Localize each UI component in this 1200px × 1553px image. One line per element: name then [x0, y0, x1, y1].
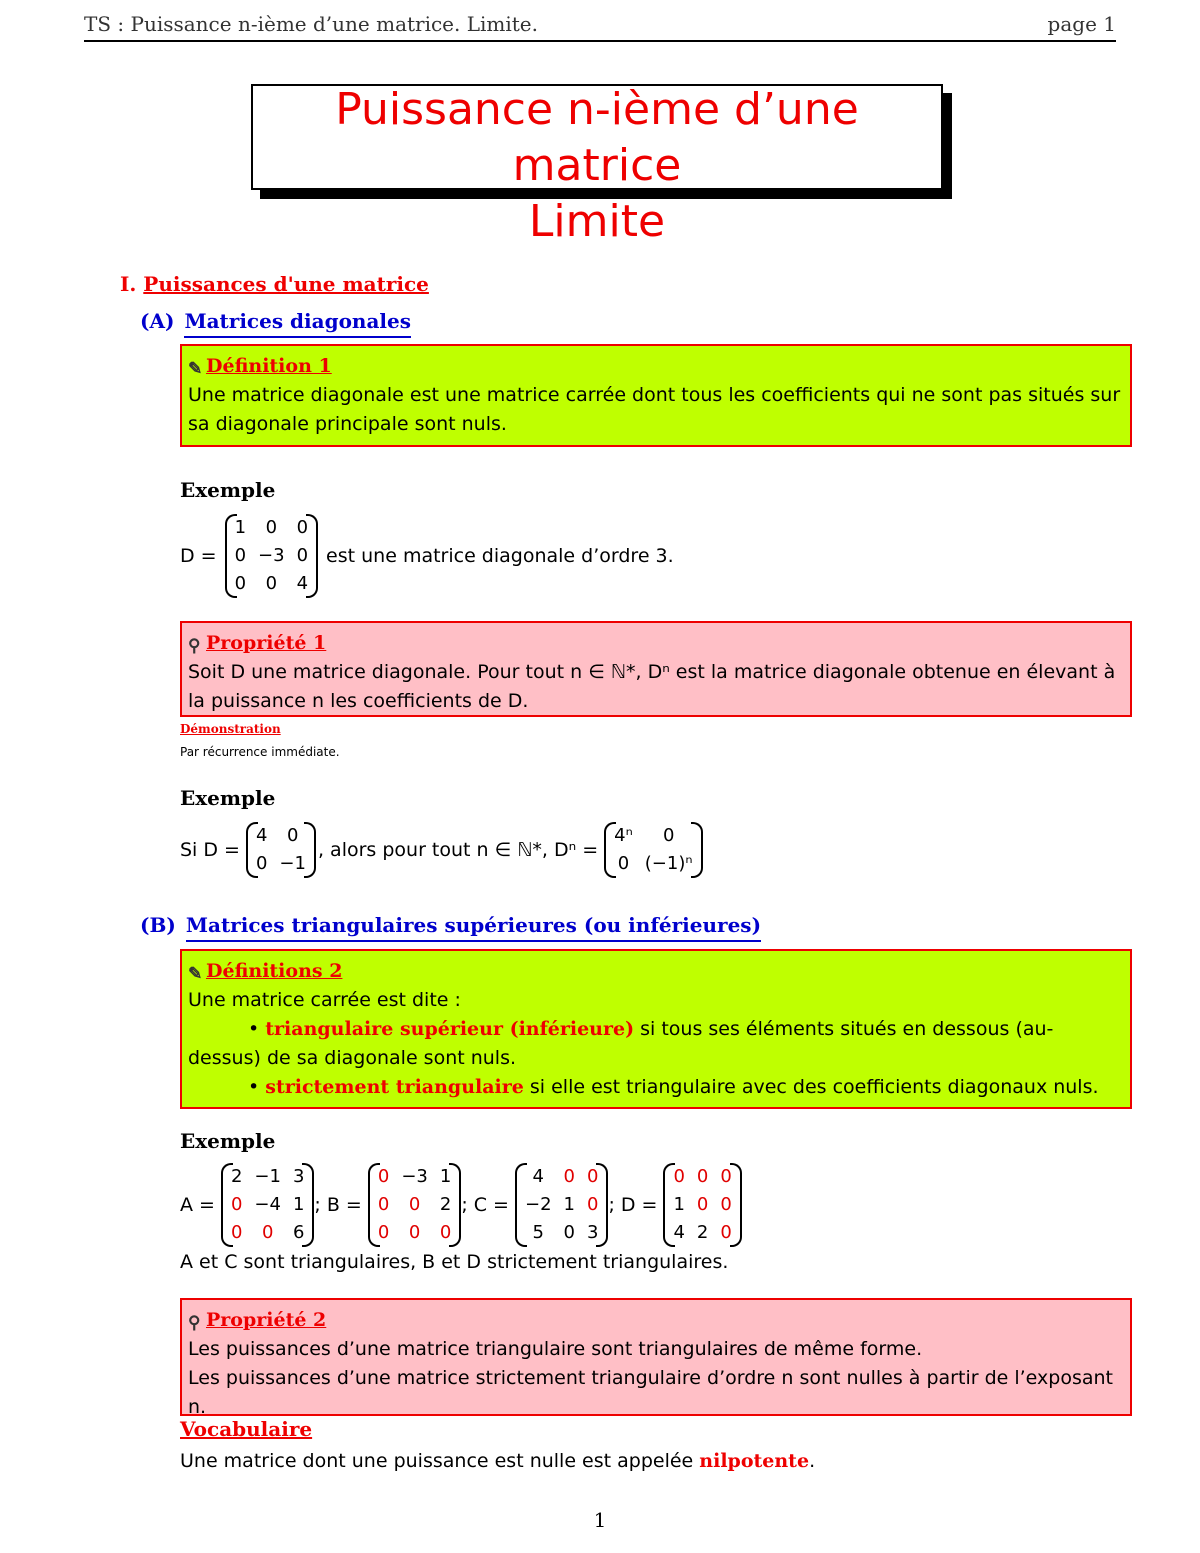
subsection-b	[140, 913, 761, 942]
matrix-row	[667, 1219, 737, 1247]
matrix-cell: 1	[292, 1194, 305, 1215]
matrix-cell: 2	[696, 1222, 709, 1243]
section-heading	[120, 272, 429, 296]
matrix-cell: 1	[563, 1194, 575, 1215]
demonstration-text: Par récurrence immédiate.	[180, 745, 340, 759]
matrix-cell: 3	[586, 1222, 599, 1243]
definitions-2-item-2: • strictement triangulaire si elle est triangulaire avec des coefficients diagonaux nuls.	[248, 1076, 1099, 1098]
title-box	[251, 84, 943, 247]
matrix-cell: 0	[563, 1166, 575, 1187]
matrix-cell: 0	[230, 1194, 243, 1215]
definition-1-title: Définition 1	[206, 355, 332, 377]
matrix-cell: 0	[696, 1194, 709, 1215]
matrix-cell: 0	[377, 1166, 390, 1187]
subsection-b-title: Matrices triangulaires supérieures (ou inférieures)	[186, 913, 761, 942]
matrix-b	[372, 1163, 457, 1247]
matrix-cell: 4	[673, 1222, 685, 1243]
matrix-cell: 0	[255, 853, 268, 874]
matrix-cell: 4	[255, 825, 268, 846]
property-2-line-1: Les puissances d’une matrice triangulaire sont triangulaires de même forme.	[188, 1338, 923, 1360]
matrix-cell: 0	[439, 1222, 452, 1243]
matrix-cell: 5	[532, 1222, 544, 1243]
example-2-prefix: Si D =	[180, 839, 240, 861]
definition-1-box	[180, 344, 1132, 447]
section-title: Puissances d'une matrice	[143, 272, 429, 296]
matrix-row	[372, 1191, 457, 1219]
matrix-row	[225, 1191, 310, 1219]
vocabulary-text: Une matrice dont une puissance est nulle est appelée nilpotente.	[180, 1450, 816, 1472]
matrix-cell: 1	[234, 517, 247, 538]
matrix-cell: 0	[265, 573, 278, 594]
matrix-row	[608, 822, 698, 850]
label-a: A =	[180, 1194, 215, 1216]
definitions-2-intro: Une matrice carrée est dite :	[188, 989, 461, 1011]
matrix-d-2x2	[250, 822, 312, 878]
definition-icon: ✎	[188, 359, 203, 379]
paperclip-icon: ⚲	[188, 1313, 201, 1333]
matrix-a	[225, 1163, 310, 1247]
subsection-a-title: Matrices diagonales	[184, 309, 411, 338]
example-1-prefix: D =	[180, 545, 217, 567]
matrix-row	[519, 1191, 604, 1219]
definition-1-text: Une matrice diagonale est une matrice carrée dont tous les coefficients qui ne sont pas situés sur sa diagonale principale sont nuls.	[188, 384, 1121, 435]
matrix-row	[229, 570, 314, 598]
matrix-cell: 0	[230, 1222, 243, 1243]
subsection-a-label: (A)	[140, 309, 175, 333]
matrix-cell: 4	[296, 573, 309, 594]
matrix-row	[250, 822, 312, 850]
matrix-cell: 4ⁿ	[614, 825, 633, 846]
vocabulary-title: Vocabulaire	[180, 1417, 313, 1441]
page-number: 1	[593, 1508, 607, 1532]
matrix-cell: 0	[296, 545, 309, 566]
header-page: page 1	[1047, 12, 1116, 36]
matrix-row	[519, 1163, 604, 1191]
label-c: ; C =	[461, 1194, 509, 1216]
matrix-cell: (−1)ⁿ	[644, 853, 693, 874]
matrix-cell: 0	[720, 1166, 732, 1187]
example-1-suffix: est une matrice diagonale d’ordre 3.	[326, 545, 674, 567]
matrix-cell: 1	[673, 1194, 685, 1215]
matrix-row	[372, 1163, 457, 1191]
property-1-box	[180, 621, 1132, 717]
matrix-row	[229, 542, 314, 570]
matrix-row	[519, 1219, 604, 1247]
example-2-middle: , alors pour tout n ∈ ℕ*, Dⁿ =	[317, 839, 599, 861]
example-2	[180, 822, 699, 878]
header-title: TS : Puissance n-ième d’une matrice. Limite.	[84, 12, 539, 36]
matrix-cell: 0	[586, 1194, 599, 1215]
matrix-cell: 0	[377, 1194, 390, 1215]
definition-icon: ✎	[188, 964, 203, 984]
demonstration-title: Démonstration	[180, 722, 281, 736]
matrix-cell: 0	[296, 517, 309, 538]
title-line2: Limite	[528, 196, 666, 247]
property-2-line-2: Les puissances d’une matrice strictement triangulaire d’ordre n sont nulles à partir de l’exposant n.	[188, 1367, 1113, 1418]
matrix-row	[667, 1191, 737, 1219]
matrix-cell: 0	[408, 1194, 421, 1215]
matrix-cell: 0	[696, 1166, 709, 1187]
matrix-cell: 2	[439, 1194, 452, 1215]
matrix-cell: 0	[662, 825, 675, 846]
matrix-cell: 0	[720, 1194, 732, 1215]
example-2-label: Exemple	[180, 786, 276, 810]
matrix-row	[667, 1163, 737, 1191]
label-b: ; B =	[314, 1194, 362, 1216]
definitions-2-box	[180, 949, 1132, 1109]
example-3-conclusion: A et C sont triangulaires, B et D strictement triangulaires.	[180, 1251, 729, 1273]
property-2-title: Propriété 2	[206, 1309, 327, 1331]
matrix-cell: −1	[254, 1166, 281, 1187]
matrix-cell: 0	[377, 1222, 390, 1243]
matrix-cell: 0	[261, 1222, 274, 1243]
matrix-d-strict	[667, 1163, 737, 1247]
matrix-cell: 0	[563, 1222, 575, 1243]
section-number: I.	[120, 272, 137, 296]
label-d: ; D =	[608, 1194, 658, 1216]
matrix-d-diagonal	[229, 514, 314, 598]
matrix-cell: 0	[234, 545, 247, 566]
example-1-label: Exemple	[180, 478, 276, 502]
matrix-row	[250, 850, 312, 878]
property-1-title: Propriété 1	[206, 632, 327, 654]
definitions-2-item-1: • triangulaire supérieur (inférieure) si tous ses éléments situés en dessous (au-dessus) de sa diagonale sont nuls.	[188, 1018, 1054, 1069]
property-2-box	[180, 1298, 1132, 1416]
matrix-row	[372, 1219, 457, 1247]
nilpotent-term: nilpotente	[699, 1450, 810, 1472]
example-3	[180, 1163, 738, 1247]
matrix-cell: 0	[265, 517, 278, 538]
matrix-cell: 0	[586, 1166, 599, 1187]
matrix-cell: −4	[254, 1194, 281, 1215]
example-3-label: Exemple	[180, 1129, 276, 1153]
matrix-c	[519, 1163, 604, 1247]
matrix-cell: −2	[524, 1194, 552, 1215]
matrix-cell: −3	[258, 545, 285, 566]
paperclip-icon: ⚲	[188, 636, 201, 656]
matrix-cell: 1	[439, 1166, 452, 1187]
title-line1: Puissance n-ième d’une matrice	[335, 84, 859, 191]
matrix-cell: 0	[673, 1166, 685, 1187]
matrix-cell: −1	[279, 853, 306, 874]
property-1-text: Soit D une matrice diagonale. Pour tout n ∈ ℕ*, Dⁿ est la matrice diagonale obtenue en élevant à la puissance n les coefficients de D.	[188, 661, 1116, 712]
matrix-cell: 3	[292, 1166, 305, 1187]
matrix-cell: 0	[720, 1222, 732, 1243]
matrix-cell: 0	[617, 853, 630, 874]
example-1	[180, 514, 674, 598]
matrix-cell: −3	[401, 1166, 428, 1187]
matrix-cell: 0	[408, 1222, 421, 1243]
matrix-cell: 2	[230, 1166, 243, 1187]
matrix-row	[608, 850, 698, 878]
matrix-d-power	[608, 822, 698, 878]
definitions-2-title: Définitions 2	[206, 960, 343, 982]
page-header	[84, 12, 1116, 42]
matrix-row	[225, 1163, 310, 1191]
matrix-cell: 6	[292, 1222, 305, 1243]
matrix-cell: 0	[286, 825, 299, 846]
matrix-cell: 4	[532, 1166, 544, 1187]
matrix-row	[229, 514, 314, 542]
matrix-cell: 0	[234, 573, 247, 594]
subsection-b-label: (B)	[140, 913, 176, 937]
matrix-row	[225, 1219, 310, 1247]
subsection-a	[140, 309, 411, 338]
